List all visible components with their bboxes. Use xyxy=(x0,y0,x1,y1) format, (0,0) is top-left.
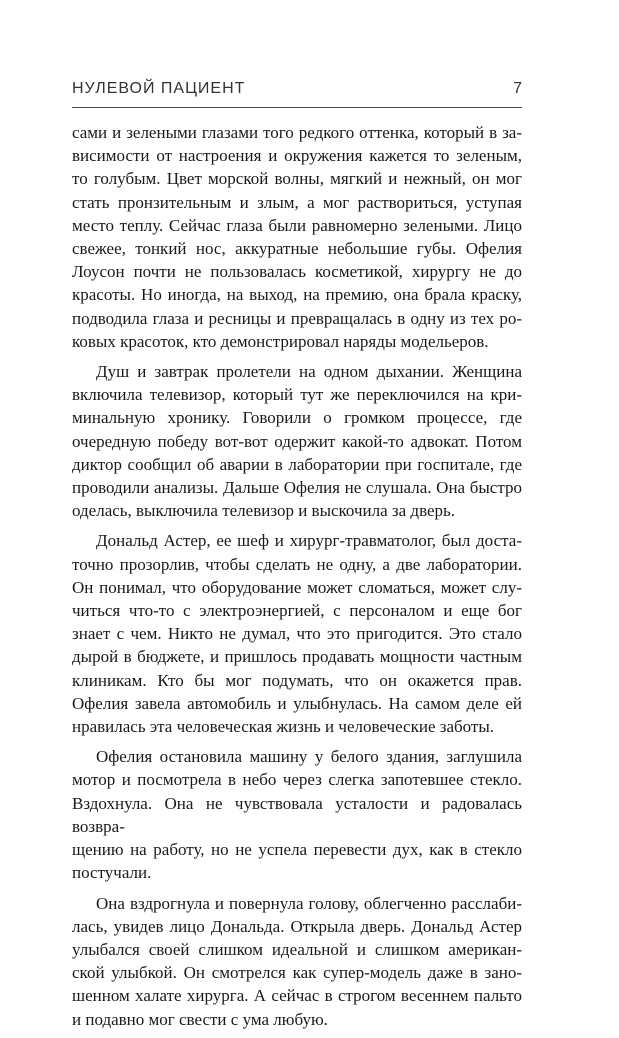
text-line: Офелия завела автомобиль и улыбнулась. На самом деле ей xyxy=(72,693,522,713)
text-line: Вздохнула. Она не чувствовала усталости и радовалась возвра- xyxy=(72,793,522,836)
text-line: место теплу. Сейчас глаза были равномерно зелеными. Лицо xyxy=(72,215,522,235)
text-line: дырой в бюджете, и пришлось продавать мощности частным xyxy=(72,647,522,667)
text-line: и подавно мог свести с ума любую. xyxy=(72,1009,328,1029)
text-line: стать пронзительным и злым, а мог раствориться, уступая xyxy=(72,192,522,212)
text-line: ской улыбкой. Он смотрелся как супер-модель даже в зано- xyxy=(72,963,522,983)
text-line: свежее, тонкий нос, аккуратные небольшие губы. Офелия xyxy=(72,239,522,259)
text-line: читься что-то с электроэнергией, с персоналом и еще бог xyxy=(72,601,522,621)
text-line: Он понимал, что оборудование может сломаться, может слу- xyxy=(72,577,522,597)
text-line: нравилась эта человеческая жизнь и человеческие заботы. xyxy=(72,717,495,737)
text-line: клиникам. Кто бы мог подумать, что он окажется прав. xyxy=(72,670,522,690)
text-line: мотор и посмотрела в небо через слегка запотевшее стекло. xyxy=(72,770,522,790)
body-text xyxy=(72,121,522,1038)
text-line: Лоусон почти не пользовалась косметикой, хирургу не до xyxy=(72,262,522,282)
text-line: лась, увидев лицо Дональда. Открыла дверь. Дональд Астер xyxy=(72,916,522,936)
paragraph xyxy=(72,892,522,1031)
text-line: минальную хронику. Говорили о громком процессе, где xyxy=(72,408,522,428)
text-line: сами и зелеными глазами того редкого оттенка, который в за- xyxy=(72,123,522,142)
text-line: улыбался своей слишком идеальной и слишком американ- xyxy=(72,939,522,959)
text-line: то голубым. Цвет морской волны, мягкий и нежный, он мог xyxy=(72,169,522,189)
text-line: знает с чем. Никто не думал, что это пригодится. Это стало xyxy=(72,624,522,644)
text-line: ковых красоток, кто демонстрировал наряды модельеров. xyxy=(72,331,489,351)
text-line: красоты. Но иногда, на выход, на премию, она брала краску, xyxy=(72,285,522,305)
text-line: висимости от настроения и окружения кажется то зеленым, xyxy=(72,146,522,166)
paragraph xyxy=(72,529,522,738)
text-line: очередную победу вот-вот одержит какой-то адвокат. Потом xyxy=(72,431,522,451)
text-line: Офелия остановила машину у белого здания, заглушила xyxy=(96,747,522,767)
text-line: оделась, выключила телевизор и выскочила за дверь. xyxy=(72,501,456,521)
header-rule xyxy=(72,107,522,108)
text-line: подводила глаза и ресницы и превращалась в одну из тех ро- xyxy=(72,308,522,328)
text-line: постучали. xyxy=(72,863,152,883)
text-line: проводили анализы. Дальше Офелия не слушала. Она быстро xyxy=(72,478,522,498)
text-line: Душ и завтрак пролетели на одном дыхании. Женщина xyxy=(96,362,522,382)
text-line: диктор сообщил об аварии в лаборатории при госпитале, где xyxy=(72,454,522,474)
running-head: НУЛЕВОЙ ПАЦИЕНТ xyxy=(72,80,246,97)
paragraph xyxy=(72,745,522,884)
paragraph xyxy=(72,360,522,522)
text-line: шенном халате хирурга. А сейчас в строгом весеннем пальто xyxy=(72,986,522,1006)
page-header xyxy=(72,80,522,102)
paragraph xyxy=(72,121,522,353)
text-line: Она вздрогнула и повернула голову, облегченно расслаби- xyxy=(96,893,522,913)
text-line: включила телевизор, который тут же переключился на кри- xyxy=(72,385,522,405)
text-line: точно прозорлив, чтобы сделать не одну, а две лаборатории. xyxy=(72,554,522,574)
text-line: щению на работу, но не успела перевести дух, как в стекло xyxy=(72,840,522,860)
page-number: 7 xyxy=(513,80,522,97)
text-line: Дональд Астер, ее шеф и хирург-травматолог, был доста- xyxy=(96,531,522,551)
